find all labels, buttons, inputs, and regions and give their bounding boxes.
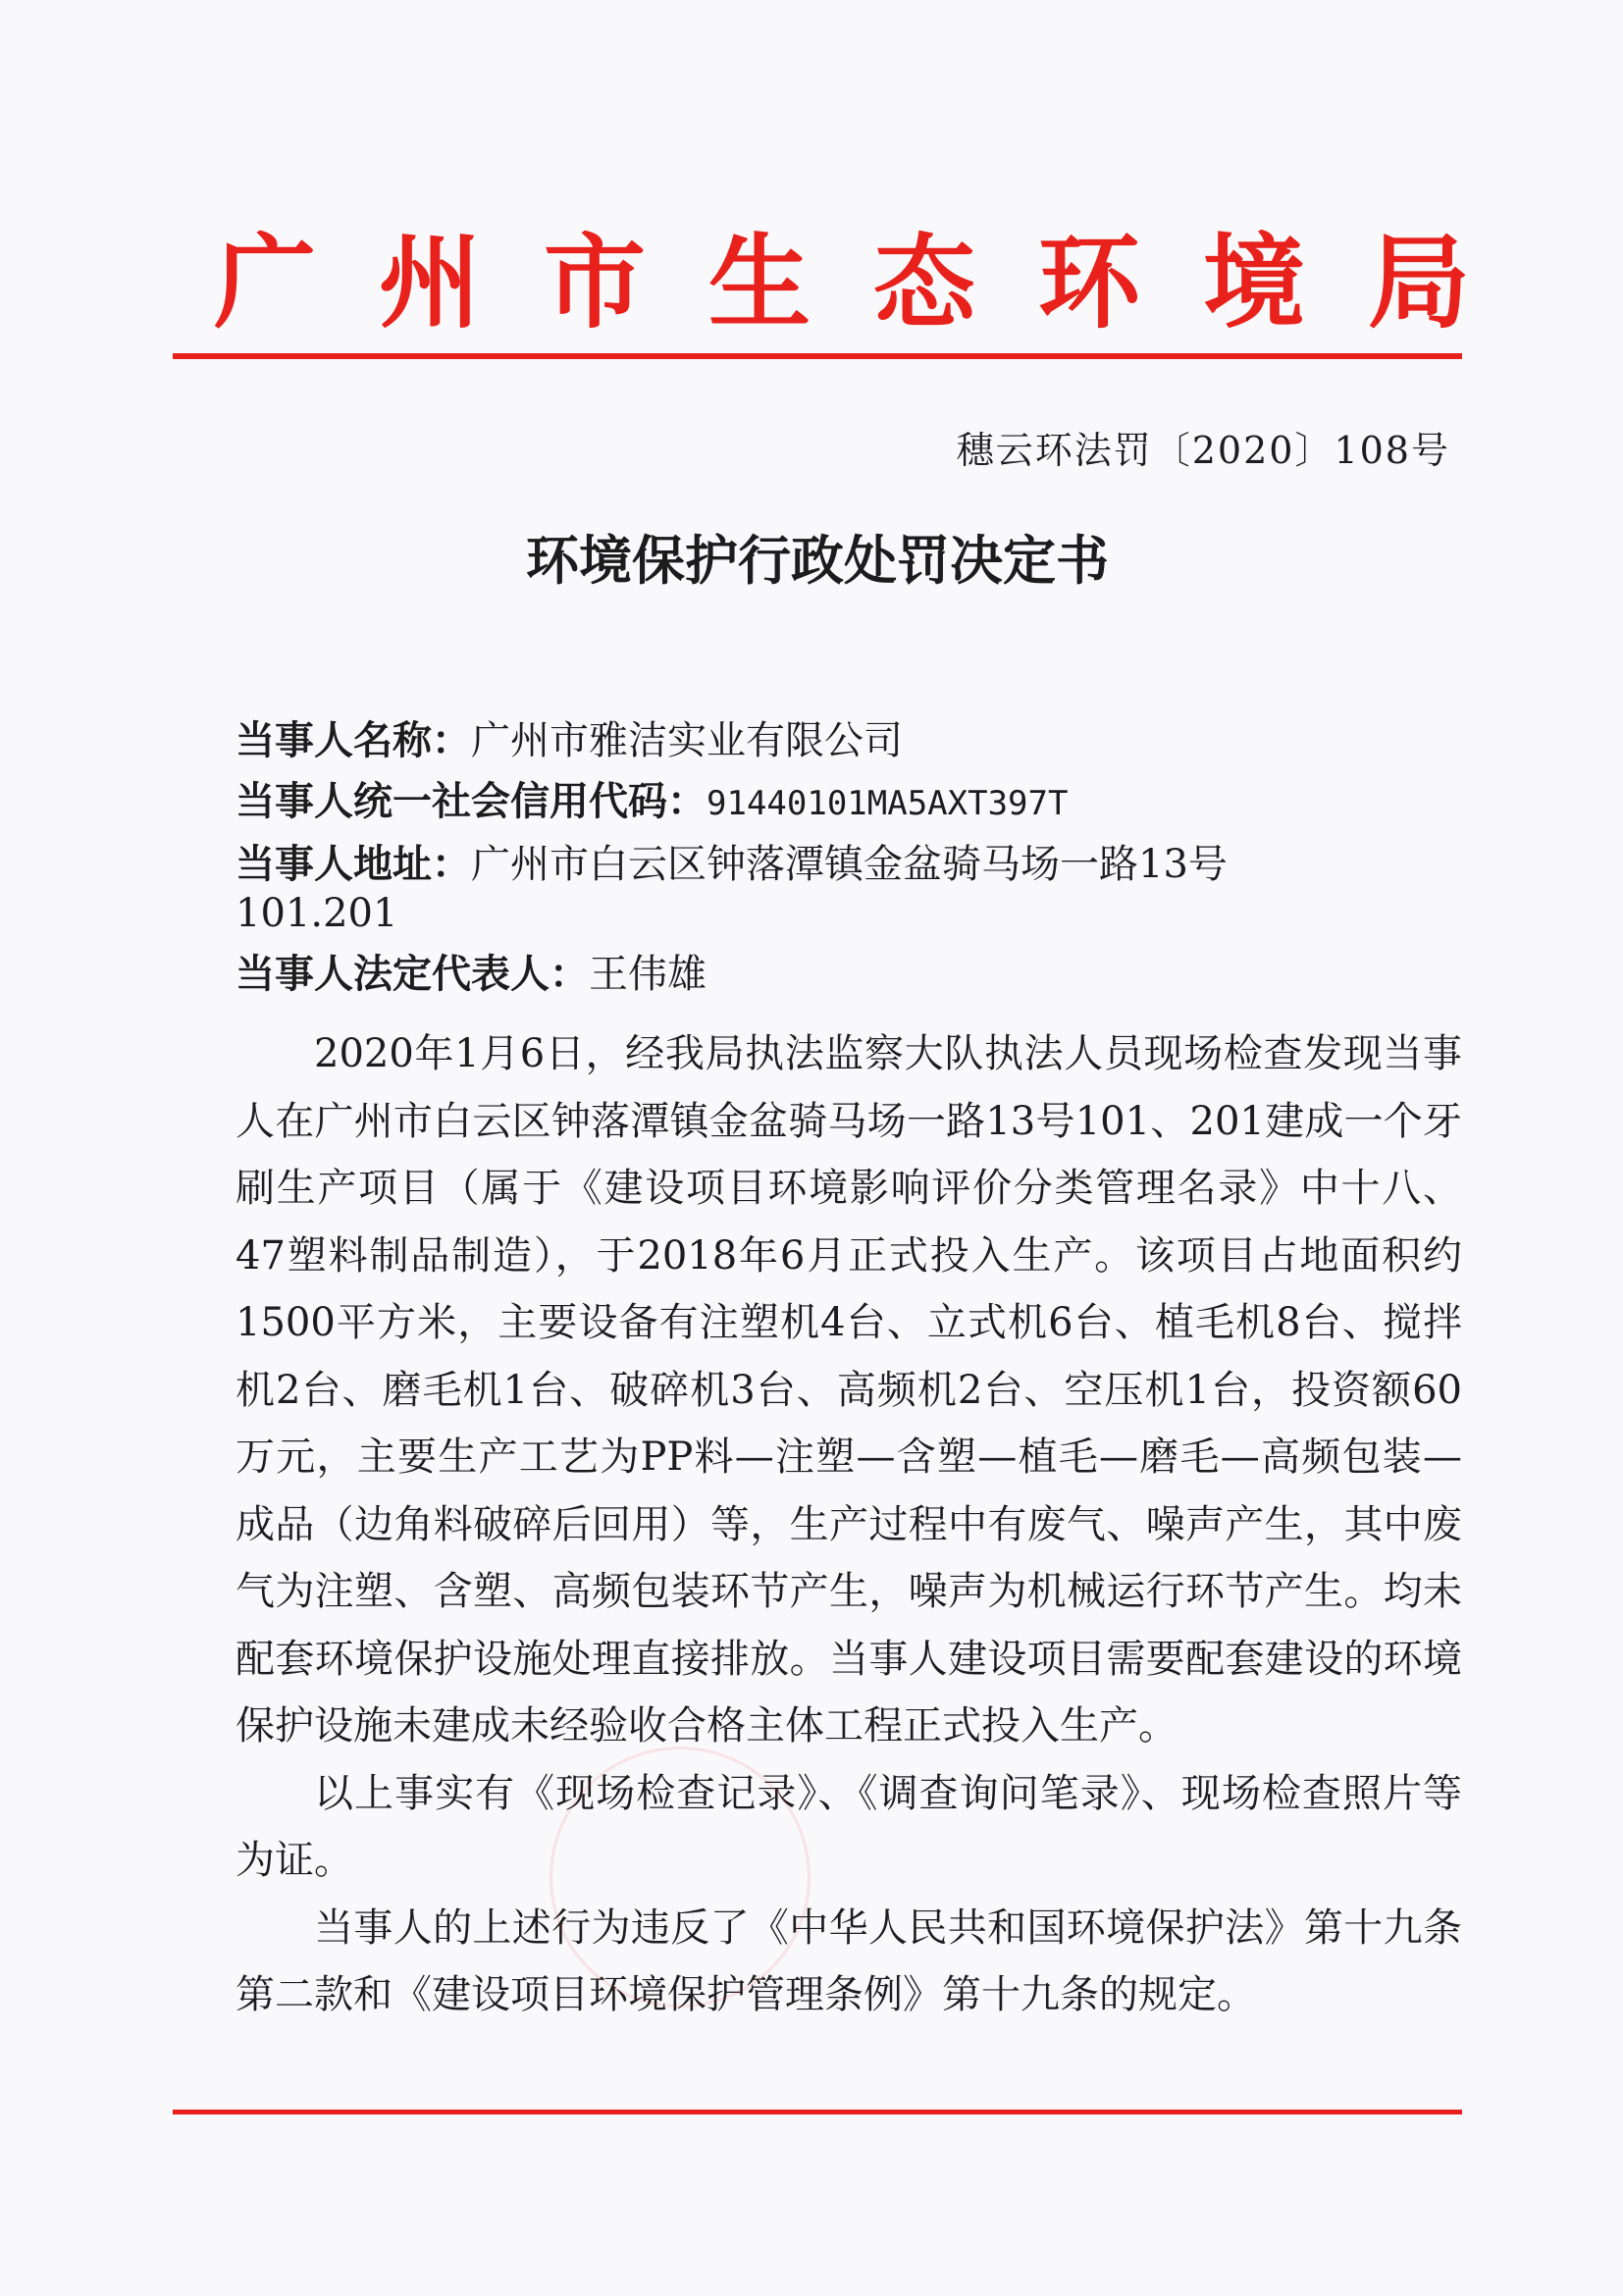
party-legal-rep-value: 王伟雄: [589, 952, 707, 997]
party-address-label: 当事人地址：: [236, 841, 471, 887]
document-number: 穗云环法罚〔2020〕108号: [956, 429, 1450, 472]
party-name-label: 当事人名称：: [236, 717, 471, 763]
paragraph-violation: 当事人的上述行为违反了《中华人民共和国环境保护法》第十九条第二款和《建设项目环境保护管理条例》第十九条的规定。: [236, 1905, 1462, 2017]
party-credit-label: 当事人统一社会信用代码：: [236, 778, 707, 824]
party-credit-value: 91440101MA5AXT397T: [707, 784, 1069, 823]
party-credit-row: [236, 777, 1462, 828]
paragraph-evidence: 以上事实有《现场检查记录》、《调查询问笔录》、现场检查照片等为证。: [236, 1770, 1462, 1883]
party-address-continued: 101.201: [236, 891, 398, 936]
document-title: 环境保护行政处罚决定书: [526, 529, 1109, 592]
footer-red-rule: [173, 2110, 1462, 2114]
header-red-rule: [173, 353, 1462, 359]
party-name-row: [236, 716, 1462, 765]
issuer-heading: 广州市生态环境局: [214, 222, 1534, 342]
paragraph-facts: 2020年1月6日，经我局执法监察大队执法人员现场检查发现当事人在广州市白云区钟落潭镇金盆骑马场一路13号101、201建成一个牙刷生产项目（属于《建设项目环境影响评价分类管理名录》中十八、47塑料制品制造），于2018年6月正式投入生产。该项目占地面积约1500平方米，主要设备有注塑机4台、立式机6台、植毛机8台、搅拌机2台、磨毛机1台、破碎机3台、高频机2台、空压机1台，投资额60万元，主要生产工艺为PP料—注塑—含塑—植毛—磨毛—高频包装—成品（边角料破碎后回用）等，生产过程中有废气、噪声产生，其中废气为注塑、含塑、高频包装环节产生，噪声为机械运行环节产生。均未配套环境保护设施处理直接排放。当事人建设项目需要配套建设的环境保护设施未建成未经验收合格主体工程正式投入生产。: [236, 1031, 1462, 1748]
decision-body: [236, 1020, 1462, 2029]
party-name-value: 广州市雅洁实业有限公司: [471, 718, 903, 763]
party-legal-rep-label: 当事人法定代表人：: [236, 951, 589, 997]
party-legal-rep-row: [236, 950, 1462, 999]
party-address-value: 广州市白云区钟落潭镇金盆骑马场一路13号: [471, 842, 1228, 887]
party-info: [236, 716, 1462, 999]
faded-seal: [550, 1747, 811, 2008]
party-address-row: [236, 840, 1462, 889]
